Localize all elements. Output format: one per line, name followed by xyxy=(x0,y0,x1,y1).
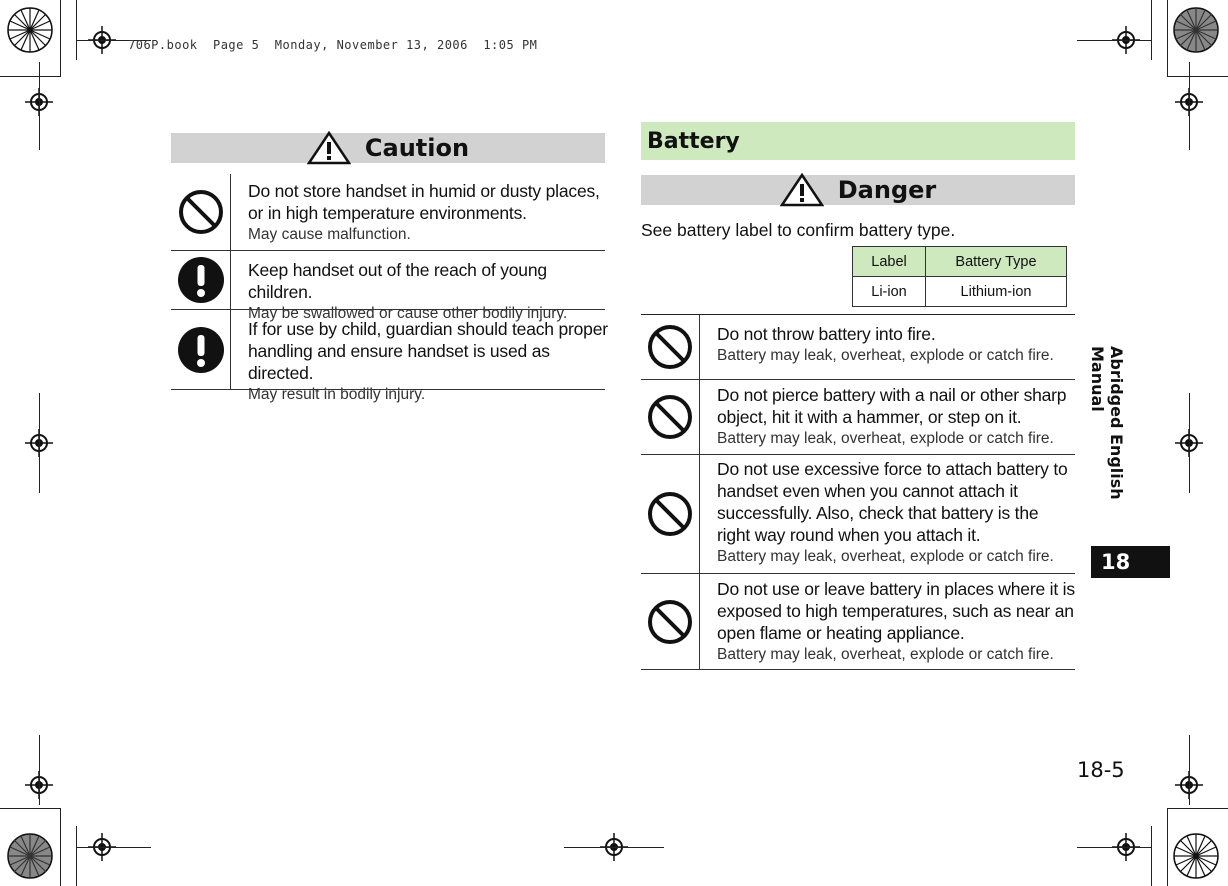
caution-item-text: Do not store handset in humid or dusty places, or in high temperature environments. xyxy=(248,181,600,223)
battery-item-text: Do not use or leave battery in places where it is exposed to high temperatures, such as near an open flame or heating appliance. xyxy=(717,579,1075,643)
battery-item-note: Battery may leak, overheat, explode or catch fire. xyxy=(717,347,1054,364)
caution-item xyxy=(171,310,608,403)
mandatory-icon xyxy=(177,256,225,304)
warning-triangle-icon xyxy=(780,173,824,207)
caution-item xyxy=(171,251,605,322)
table-header-battery-type: Battery Type xyxy=(926,247,1067,277)
battery-section-title: Battery xyxy=(647,128,740,154)
starburst-mark-icon xyxy=(1172,6,1220,54)
prohibition-icon xyxy=(647,491,693,537)
battery-danger-item xyxy=(641,315,1075,380)
caution-item-note: May result in bodily injury. xyxy=(248,386,426,403)
caution-item-note: May cause malfunction. xyxy=(248,226,411,243)
caution-title: Caution xyxy=(364,134,470,162)
battery-intro-text: See battery label to confirm battery type. xyxy=(641,220,956,240)
battery-section-header xyxy=(641,122,1075,160)
battery-item-text: Do not use excessive force to attach battery to handset even when you cannot attach it successfully. Also, check that battery is the right way round when you attach it. xyxy=(717,459,1068,545)
battery-danger-item xyxy=(641,574,1075,670)
table-cell-label: Li-ion xyxy=(853,277,926,307)
caution-item-text: Keep handset out of the reach of young children. xyxy=(248,260,547,302)
page-number: 18-5 xyxy=(1077,758,1125,782)
caution-item xyxy=(171,174,605,251)
caution-item-text: If for use by child, guardian should teach proper handling and ensure handset is used as directed. xyxy=(248,319,608,383)
caution-item-note: May be swallowed or cause other bodily injury. xyxy=(248,305,568,322)
book-header-line: 706P.book Page 5 Monday, November 13, 2006 1:05 PM xyxy=(128,38,538,52)
warning-triangle-icon xyxy=(307,131,351,165)
battery-item-note: Battery may leak, overheat, explode or catch fire. xyxy=(717,430,1054,447)
battery-type-table xyxy=(852,246,1067,307)
prohibition-icon xyxy=(647,599,693,645)
prohibition-icon xyxy=(647,394,693,440)
prohibition-icon xyxy=(647,324,693,370)
battery-danger-item xyxy=(641,455,1075,574)
battery-item-note: Battery may leak, overheat, explode or catch fire. xyxy=(717,646,1054,663)
table-cell-battery-type: Lithium-ion xyxy=(926,277,1067,307)
battery-item-note: Battery may leak, overheat, explode or catch fire. xyxy=(717,548,1054,565)
battery-item-text: Do not throw battery into fire. xyxy=(717,324,936,344)
mandatory-icon xyxy=(177,326,225,374)
battery-danger-item xyxy=(641,380,1075,455)
table-header-label: Label xyxy=(853,247,926,277)
chapter-side-title: Abridged English Manual xyxy=(1088,346,1126,500)
starburst-mark-icon xyxy=(6,6,54,54)
battery-item-text: Do not pierce battery with a nail or other sharp object, hit it with a hammer, or step on it. xyxy=(717,385,1067,427)
danger-title: Danger xyxy=(837,176,937,204)
prohibition-icon xyxy=(178,189,224,235)
caution-bar xyxy=(171,133,605,163)
chapter-tab: 18 xyxy=(1091,546,1170,578)
danger-bar xyxy=(641,175,1075,205)
starburst-mark-icon xyxy=(6,832,54,880)
starburst-mark-icon xyxy=(1172,832,1220,880)
